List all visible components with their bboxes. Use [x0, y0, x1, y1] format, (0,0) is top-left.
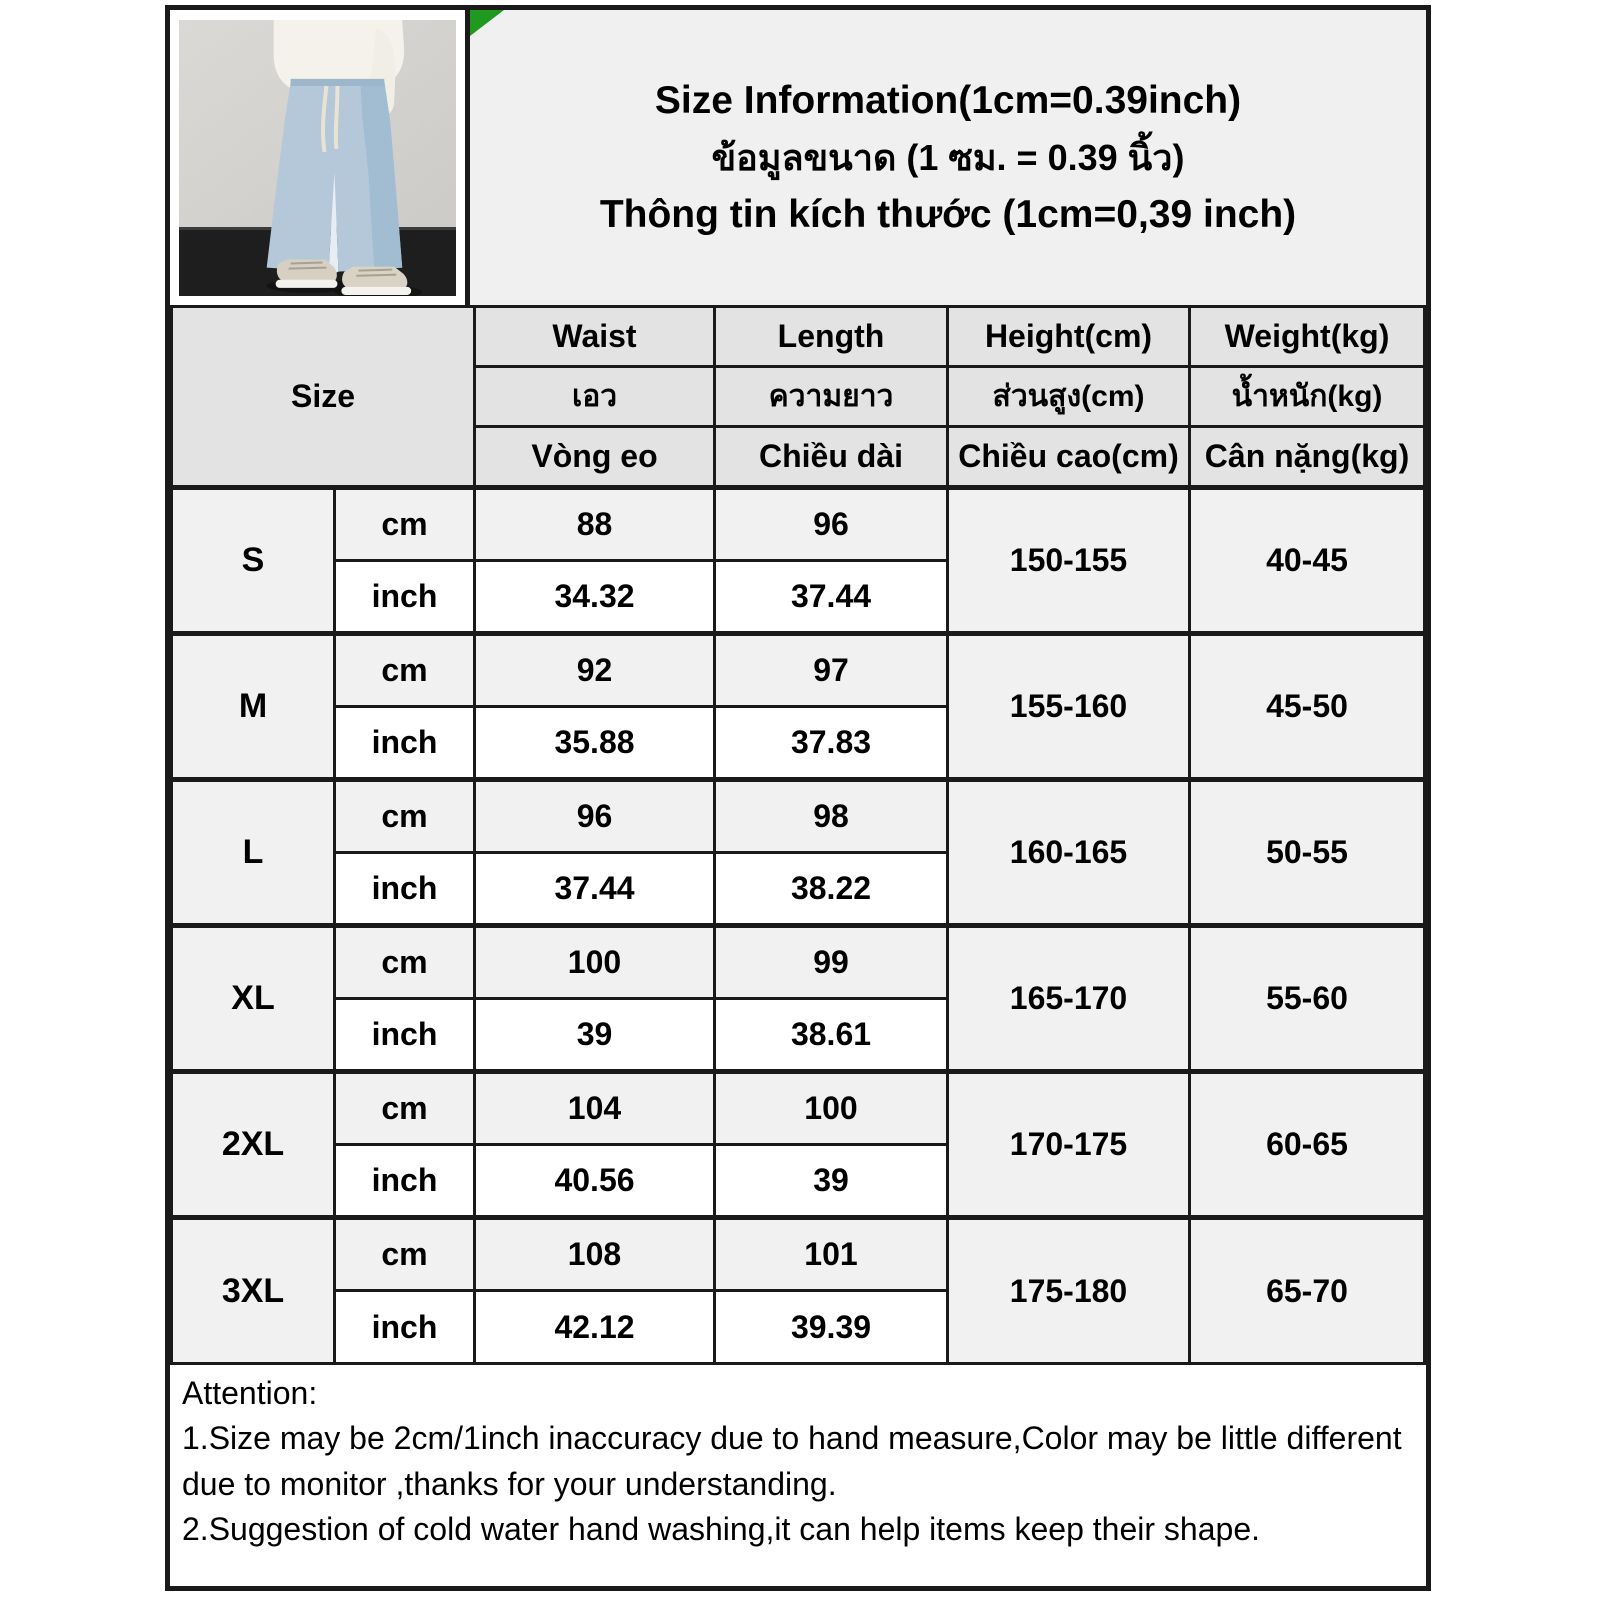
unit-inch: inch: [335, 561, 475, 634]
row-s-cm: [172, 488, 1425, 561]
unit-cm: cm: [335, 1218, 475, 1291]
3xl-waist-inch: 42.12: [475, 1291, 715, 1364]
3xl-length-inch: 39.39: [715, 1291, 948, 1364]
s-waist-inch: 34.32: [475, 561, 715, 634]
l-waist-inch: 37.44: [475, 853, 715, 926]
header-waist-en: Waist: [475, 307, 715, 367]
l-length-cm: 98: [715, 780, 948, 853]
2xl-waist-inch: 40.56: [475, 1145, 715, 1218]
row-m-cm: [172, 634, 1425, 707]
m-weight: 45-50: [1190, 634, 1425, 780]
size-label-l: L: [172, 780, 335, 926]
header-waist-vi: Vòng eo: [475, 427, 715, 488]
unit-cm: cm: [335, 1072, 475, 1145]
s-waist-cm: 88: [475, 488, 715, 561]
3xl-length-cm: 101: [715, 1218, 948, 1291]
header-length-th: ความยาว: [715, 367, 948, 427]
attention-note: [170, 1365, 1426, 1586]
unit-inch: inch: [335, 1291, 475, 1364]
top-row: [170, 10, 1426, 305]
s-weight: 40-45: [1190, 488, 1425, 634]
title-en: Size Information(1cm=0.39inch): [654, 79, 1242, 122]
2xl-weight: 60-65: [1190, 1072, 1425, 1218]
s-length-cm: 96: [715, 488, 948, 561]
attention-heading: Attention:: [182, 1375, 318, 1411]
header-row-en: [172, 307, 1425, 367]
m-height: 155-160: [948, 634, 1190, 780]
l-waist-cm: 96: [475, 780, 715, 853]
header-weight-vi: Cân nặng(kg): [1190, 427, 1425, 488]
header-waist-th: เอว: [475, 367, 715, 427]
size-label-2xl: 2XL: [172, 1072, 335, 1218]
xl-waist-inch: 39: [475, 999, 715, 1072]
xl-waist-cm: 100: [475, 926, 715, 999]
model-jeans: [267, 79, 403, 274]
m-waist-inch: 35.88: [475, 707, 715, 780]
row-2xl-cm: [172, 1072, 1425, 1145]
xl-weight: 55-60: [1190, 926, 1425, 1072]
size-label-3xl: 3XL: [172, 1218, 335, 1364]
l-height: 160-165: [948, 780, 1190, 926]
title-box: [470, 10, 1426, 305]
header-height-vi: Chiều cao(cm): [948, 427, 1190, 488]
drawstring: [336, 86, 338, 149]
3xl-height: 175-180: [948, 1218, 1190, 1364]
title-vi: Thông tin kích thước (1cm=0,39 inch): [599, 193, 1297, 236]
product-photo-illustration: [179, 20, 456, 296]
2xl-length-inch: 39: [715, 1145, 948, 1218]
unit-cm: cm: [335, 780, 475, 853]
size-table: [170, 305, 1426, 1365]
unit-cm: cm: [335, 488, 475, 561]
size-chart-sheet: [165, 5, 1431, 1591]
size-label-xl: XL: [172, 926, 335, 1072]
l-weight: 50-55: [1190, 780, 1425, 926]
unit-inch: inch: [335, 707, 475, 780]
corner-fold-icon: [470, 10, 504, 36]
unit-inch: inch: [335, 853, 475, 926]
header-length-vi: Chiều dài: [715, 427, 948, 488]
row-xl-cm: [172, 926, 1425, 999]
size-column-header: Size: [172, 307, 475, 488]
unit-cm: cm: [335, 634, 475, 707]
unit-inch: inch: [335, 999, 475, 1072]
l-length-inch: 38.22: [715, 853, 948, 926]
unit-inch: inch: [335, 1145, 475, 1218]
header-height-th: ส่วนสูง(cm): [948, 367, 1190, 427]
3xl-weight: 65-70: [1190, 1218, 1425, 1364]
product-photo: [170, 10, 470, 305]
header-length-en: Length: [715, 307, 948, 367]
m-length-inch: 37.83: [715, 707, 948, 780]
m-waist-cm: 92: [475, 634, 715, 707]
s-length-inch: 37.44: [715, 561, 948, 634]
attention-line-1: 1.Size may be 2cm/1inch inaccuracy due to hand measure,Color may be little different due to monitor ,thanks for your understanding.: [182, 1420, 1402, 1502]
m-length-cm: 97: [715, 634, 948, 707]
row-3xl-cm: [172, 1218, 1425, 1291]
3xl-waist-cm: 108: [475, 1218, 715, 1291]
xl-length-inch: 38.61: [715, 999, 948, 1072]
title-th: ข้อมูลขนาด (1 ซม. = 0.39 นิ้ว): [711, 137, 1185, 178]
2xl-height: 170-175: [948, 1072, 1190, 1218]
unit-cm: cm: [335, 926, 475, 999]
attention-line-2: 2.Suggestion of cold water hand washing,it can help items keep their shape.: [182, 1511, 1260, 1548]
size-label-m: M: [172, 634, 335, 780]
header-weight-en: Weight(kg): [1190, 307, 1425, 367]
2xl-waist-cm: 104: [475, 1072, 715, 1145]
s-height: 150-155: [948, 488, 1190, 634]
header-weight-th: น้ำหนัก(kg): [1190, 367, 1425, 427]
row-l-cm: [172, 780, 1425, 853]
header-height-en: Height(cm): [948, 307, 1190, 367]
size-label-s: S: [172, 488, 335, 634]
xl-length-cm: 99: [715, 926, 948, 999]
2xl-length-cm: 100: [715, 1072, 948, 1145]
xl-height: 165-170: [948, 926, 1190, 1072]
